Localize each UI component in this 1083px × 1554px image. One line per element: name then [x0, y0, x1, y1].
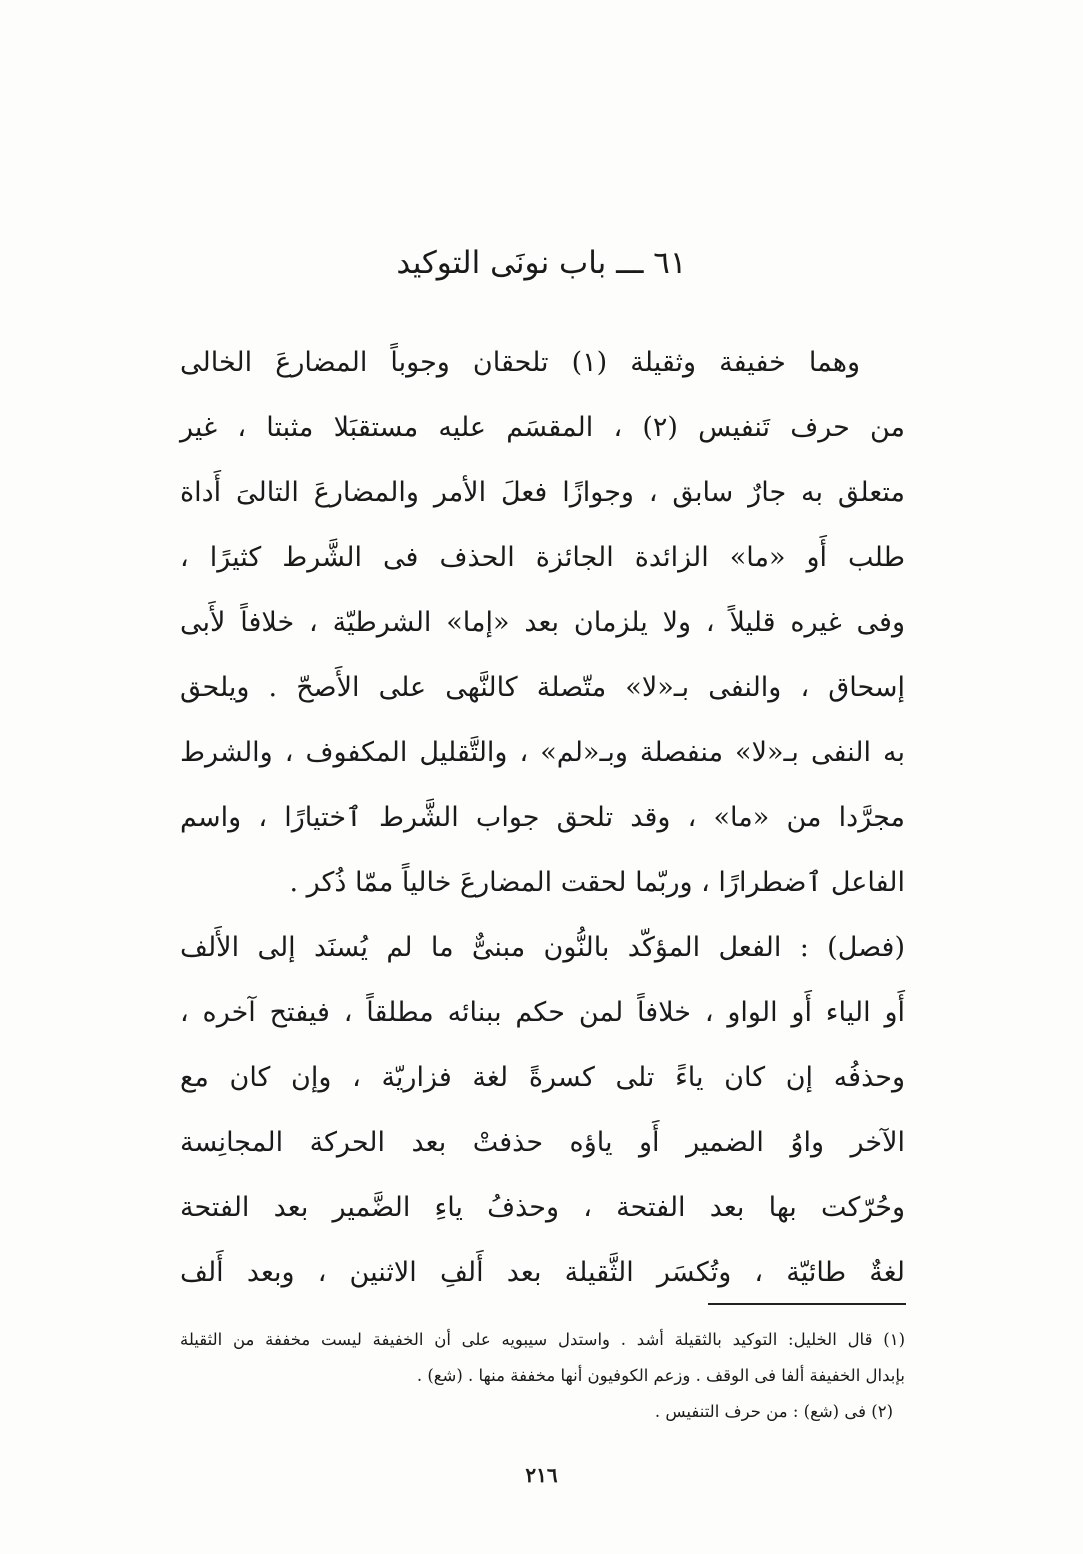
- body-line: وحُرّكت بها بعد الفتحة ، وحذفُ ياءِ الضَّمير بعد الفتحة: [180, 1192, 905, 1223]
- body-line: إسحاق ، والنفى بـ«لا» متّصلة كالنَّهى على الأَصحّ . ويلحق: [180, 672, 905, 703]
- body-line: وفى غيره قليلاً ، ولا يلزمان بعد «إما» الشرطيّة ، خلافاً لأَبى: [180, 607, 905, 638]
- footnote-line: (٢) فى (شع) : من حرف التنفيس .: [654, 1402, 893, 1421]
- body-line: لغةٌ طائيّة ، وتُكسَر الثَّقيلة بعد أَلفِ الاثنين ، وبعد أَلف: [180, 1257, 905, 1288]
- body-text: [180, 330, 905, 1305]
- footnote-line: (١) قال الخليل: التوكيد بالثقيلة أشد . واستدل سيبويه على أن الخفيفة ليست مخففة من الثقيلة: [180, 1330, 905, 1349]
- footnotes: [180, 1322, 905, 1430]
- body-line: من حرف تَنفيس (٢) ، المقسَم عليه مستقبَلا مثبتا ، غير: [180, 412, 905, 443]
- body-line: الفاعل ٱضطرارًا ، وربّما لحقت المضارعَ خالياً ممّا ذُكر .: [289, 867, 905, 898]
- chapter-title: ٦١ ـــ باب نونَى التوكيد: [396, 245, 687, 281]
- body-line: طلب أَو «ما» الزائدة الجائزة الحذف فى الشَّرط كثيرًا ،: [180, 542, 905, 573]
- body-line: مجرَّدا من «ما» ، وقد تلحق جواب الشَّرط ٱختيارًا ، واسم: [180, 802, 905, 833]
- body-line: متعلق به جارٌ سابق ، وجوازًا فعلَ الأمر والمضارعَ التالىَ أَداة: [180, 477, 905, 508]
- body-line: الآخر واوُ الضمير أَو ياؤه حذفتْ بعد الحركة المجانِسة: [180, 1127, 905, 1158]
- body-line: وهما خفيفة وثقيلة (١) تلحقان وجوباً المضارعَ الخالى: [180, 347, 860, 378]
- body-line: (فصل) : الفعل المؤكّد بالنُّون مبنىٌّ ما لم يُسنَد إلى الأَلف: [180, 932, 905, 963]
- body-line: به النفى بـ«لا» منفصلة وبـ«لم» ، والتَّقليل المكفوف ، والشرط: [180, 737, 905, 768]
- body-line: وحذفُه إن كان ياءً تلى كسرةً لغة فزاريّة ، وإن كان مع: [180, 1062, 905, 1093]
- footnote-line: بإبدال الخفيفة ألفا فى الوقف . وزعم الكوفيون أنها مخففة منها . (شع) .: [416, 1366, 905, 1385]
- footnote-separator: [708, 1303, 906, 1305]
- body-line: أَو الياء أَو الواو ، خلافاً لمن حكم ببنائه مطلقاً ، فيفتح آخره ،: [180, 997, 905, 1028]
- page-number: ٢١٦: [525, 1463, 558, 1487]
